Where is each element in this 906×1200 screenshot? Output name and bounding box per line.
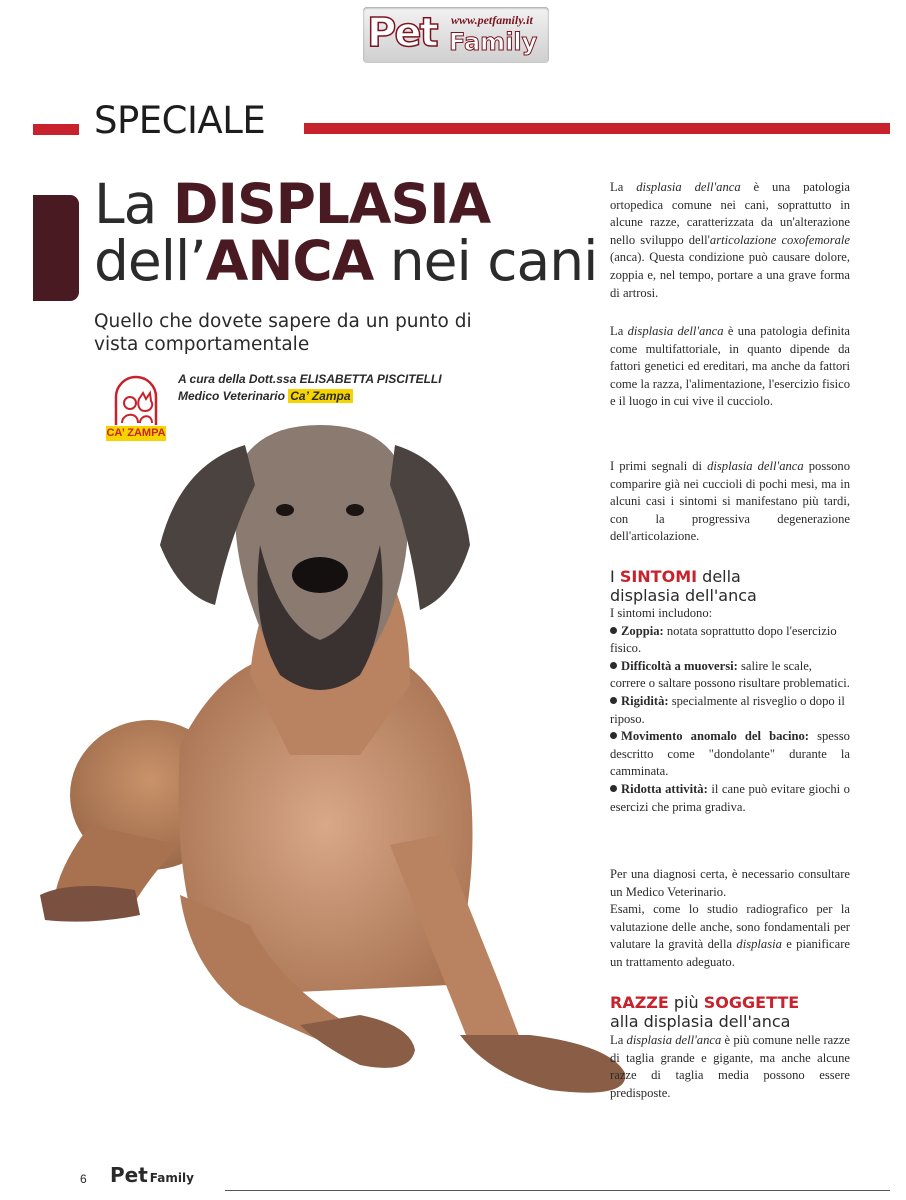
ca-zampa-logo-label: CA’ ZAMPA <box>106 427 166 439</box>
logo-pet-text: Pet <box>367 10 437 56</box>
article-subtitle: Quello che dovete sapere da un punto di vista comportamentale <box>94 311 472 355</box>
bullet-icon <box>610 785 617 792</box>
footer-logo: Pet Family <box>110 1163 194 1187</box>
section-bar-left <box>33 124 79 135</box>
list-item: Ridotta attività: il cane può evitare giochi o esercizi che prima gradiva. <box>610 781 850 814</box>
page-number: 6 <box>80 1172 87 1186</box>
breeds-heading: RAZZE più SOGGETTE alla displasia dell'anca <box>610 993 800 1031</box>
logo-family-text: Family <box>449 28 538 56</box>
article-title-line1: La DISPLASIA <box>94 172 491 236</box>
early-signs-paragraph: I primi segnali di displasia dell'anca possono comparire già nei cuccioli di pochi mesi, ma in alcuni casi i sintomi si manifestano più tardi, con la progressiva degenerazione dell'articolazione. <box>610 459 851 544</box>
petfamily-logo <box>363 7 549 63</box>
bullet-icon <box>610 697 617 704</box>
symptoms-heading: I SINTOMI della displasia dell'anca <box>610 567 757 605</box>
author-credit <box>178 371 442 405</box>
breeds-paragraph: La displasia dell'anca è più comune nelle razze di taglia grande e gigante, ma anche alcune razze di taglia media possono essere predisposte. <box>610 1033 850 1100</box>
section-bar-right <box>304 123 890 134</box>
title-accent-block <box>33 195 79 301</box>
symptoms-list <box>610 605 850 816</box>
intro-paragraph: La displasia dell'anca è una patologia ortopedica comune nei cani, soprattutto in alcune razze, caratterizzata da un'alterazione nello sviluppo dell'articolazione coxofemorale (anca). Questa condizione può causare dolore, zoppia e, nel tempo, portare a una grave forma di artrosi. <box>610 180 850 300</box>
bullet-icon <box>610 732 617 739</box>
logo-url-text: www.petfamily.it <box>451 13 533 27</box>
list-item: Movimento anomalo del bacino: spesso descritto come "dondolante" durante la camminata. <box>610 729 850 779</box>
bullet-icon <box>610 627 617 634</box>
author-role: Medico Veterinario Ca’ Zampa <box>178 389 351 403</box>
article-title-line2: dell’ANCA nei cani <box>94 229 598 293</box>
list-item: Difficoltà a muoversi: salire le scale, correre o saltare possono risultare problematici. <box>610 658 850 691</box>
great-dane-dog-photo <box>30 425 670 1145</box>
author-name: A cura della Dott.ssa ELISABETTA PISCITELLI <box>178 372 442 386</box>
footer-rule <box>225 1190 890 1191</box>
section-label: SPECIALE <box>94 99 266 142</box>
diagnosis-paragraph: Per una diagnosi certa, è necessario consultare un Medico Veterinario. Esami, come lo studio radiografico per la valutazione delle anche, sono fondamentali per valutare la gravità della displasia e pianificare un trattamento adeguato. <box>610 867 850 969</box>
causes-paragraph: La displasia dell'anca è una patologia definita come multifattoriale, in quanto dipende da fattori genetici ed ereditari, ma anche da fattori come la razza, l'alimentazione, l'esercizio fisico e il luogo in cui vive il cucciolo. <box>610 324 850 409</box>
bullet-icon <box>610 662 617 669</box>
symptoms-intro: I sintomi includono: <box>610 606 713 620</box>
list-item: Zoppia: notata soprattutto dopo l'esercizio fisico. <box>610 623 837 656</box>
list-item: Rigidità: specialmente al risveglio o dopo il riposo. <box>610 693 845 726</box>
